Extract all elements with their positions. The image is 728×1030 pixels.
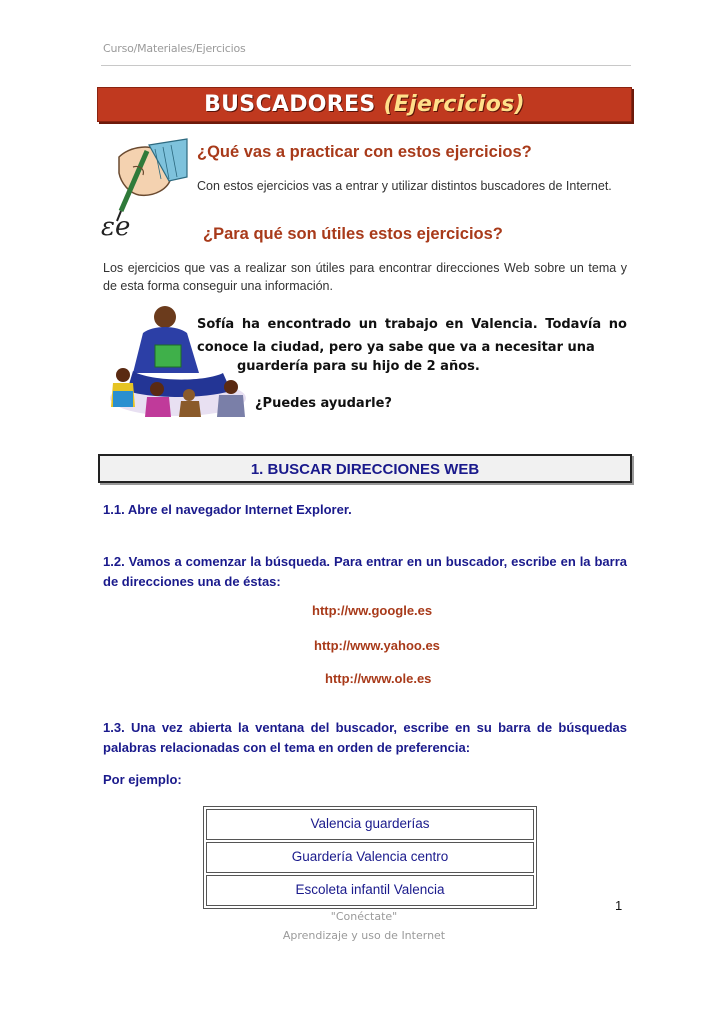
step-1-1: 1.1. Abre el navegador Internet Explorer. xyxy=(103,502,352,517)
footer-subtitle: Aprendizaje y uso de Internet xyxy=(282,929,446,942)
example-search-term: Valencia guarderías xyxy=(206,809,534,840)
title-sub: (Ejercicios) xyxy=(383,92,525,117)
step-1-3: 1.3. Una vez abierta la ventana del buscador, escribe en su barra de búsquedas palabras relacionadas con el tema en orden de preferencia: xyxy=(103,720,627,755)
step-1-2: 1.2. Vamos a comenzar la búsqueda. Para entrar en un buscador, escribe en la barra de direcciones una de éstas: xyxy=(103,554,627,589)
question-why-useful: ¿Para qué son útiles estos ejercicios? xyxy=(203,225,503,243)
writing-hand-illustration xyxy=(99,137,189,237)
url-google[interactable]: http://ww.google.es xyxy=(312,603,433,618)
title-banner xyxy=(97,87,632,122)
title-main: BUSCADORES xyxy=(204,92,376,117)
footer-title: "Conéctate" xyxy=(330,910,398,923)
section-heading-box xyxy=(98,454,632,483)
page-number: 1 xyxy=(615,898,623,913)
page-title xyxy=(98,92,631,117)
story-paragraph-continued: guardería para su hijo de 2 años. xyxy=(237,359,480,374)
story-paragraph: Sofía ha encontrado un trabajo en Valencia. Todavía no conoce la ciudad, pero ya sabe que va a necesitar una xyxy=(197,317,627,355)
story-question: ¿Puedes ayudarle? xyxy=(255,396,392,411)
example-search-table xyxy=(203,806,537,909)
header-divider xyxy=(101,65,631,66)
header-path: Curso/Materiales/Ejercicios xyxy=(103,42,246,55)
example-search-term: Guardería Valencia centro xyxy=(206,842,534,873)
answer-why-useful: Los ejercicios que vas a realizar son útiles para encontrar direcciones Web sobre un tema y de esta forma conseguir una información. xyxy=(103,261,627,293)
example-label: Por ejemplo: xyxy=(103,772,182,787)
svg-text:ɛe: ɛe xyxy=(101,212,131,237)
url-yahoo[interactable]: http://www.yahoo.es xyxy=(314,638,440,653)
answer-what-practice: Con estos ejercicios vas a entrar y utilizar distintos buscadores de Internet. xyxy=(197,179,612,193)
example-search-term: Escoleta infantil Valencia xyxy=(206,875,534,906)
url-ole[interactable]: http://www.ole.es xyxy=(325,671,432,686)
question-what-practice: ¿Qué vas a practicar con estos ejercicios? xyxy=(197,143,532,161)
section-heading: 1. BUSCAR DIRECCIONES WEB xyxy=(250,461,480,478)
